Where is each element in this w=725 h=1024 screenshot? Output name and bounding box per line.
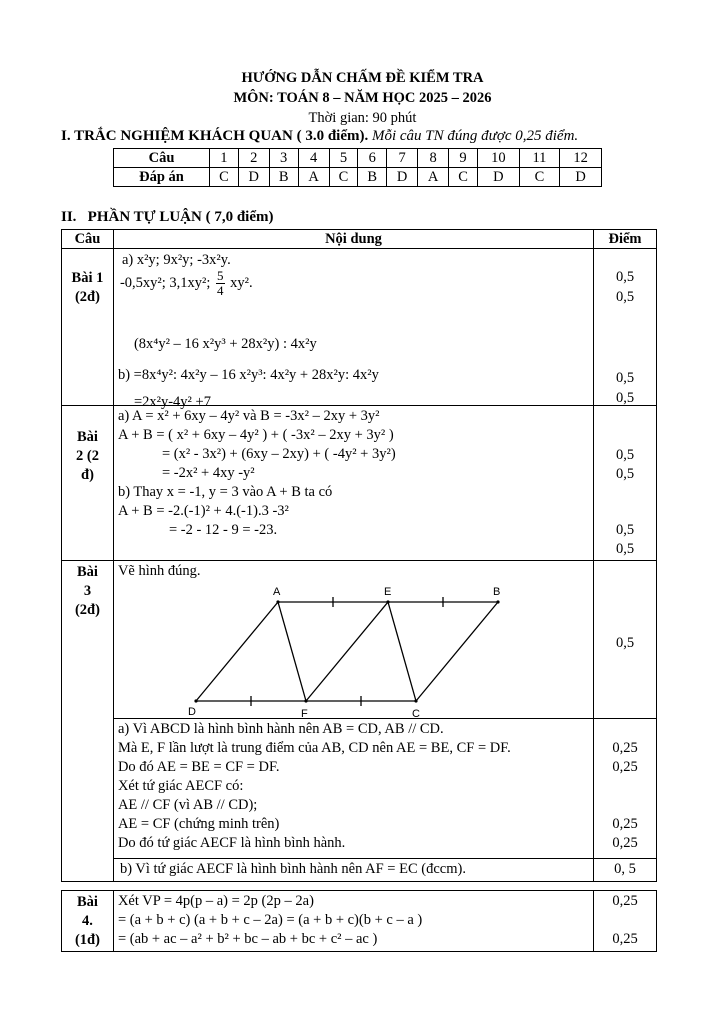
point-b xyxy=(496,600,499,603)
answer-letter: B xyxy=(358,168,387,187)
bai3-a-line: Mà E, F lần lượt là trung điểm của AB, CD nên AE = BE, CF = DF. xyxy=(117,740,511,756)
answer-letter: D xyxy=(387,168,418,187)
answer-letter: D xyxy=(238,168,269,187)
question-number: 2 xyxy=(238,149,269,168)
answer-key-row-answers xyxy=(114,168,602,187)
label-e: E xyxy=(383,586,392,598)
bai2-points xyxy=(594,406,657,561)
bai2-line: = (x² - 3x²) + (6xy – 2xy) + ( -4y² + 3y²) xyxy=(161,446,396,462)
bai3-b-content xyxy=(113,859,593,882)
segment-bc xyxy=(416,602,498,701)
point-d xyxy=(194,699,197,702)
answer-letter: B xyxy=(269,168,298,187)
column-header-noi-dung: Nội dung xyxy=(113,230,593,249)
points-value: 0,25 xyxy=(612,893,638,909)
bai3-b-line: b) Vì tứ giác AECF là hình bình hành nên AF = EC (đccm). xyxy=(119,861,466,877)
points-value: 0,5 xyxy=(615,541,635,557)
bai3-label xyxy=(62,561,114,882)
points-value: 0,25 xyxy=(612,931,638,947)
bai1-content xyxy=(113,249,593,410)
table-header-row xyxy=(62,230,657,249)
spacer-cell xyxy=(62,882,657,891)
bai1-a-line2 xyxy=(120,269,253,298)
bai2-line: A + B = -2.(-1)² + 4.(-1).3 -3² xyxy=(117,503,289,519)
fraction-denominator: 4 xyxy=(217,283,224,298)
point-f xyxy=(304,699,307,702)
answer-letter: D xyxy=(560,168,602,187)
section1-heading-bold: I. TRẮC NGHIỆM KHÁCH QUAN ( 3.0 điểm). xyxy=(61,128,369,144)
answer-key-row-label: Đáp án xyxy=(114,168,210,187)
bai3-label-line: (2đ) xyxy=(74,602,100,618)
bai2-label-line: đ) xyxy=(81,467,94,483)
bai2-line: A + B = ( x² + 6xy – 4y² ) + ( -3x² – 2xy + 3y² ) xyxy=(117,427,394,443)
points-value: 0,5 xyxy=(615,635,635,651)
question-number: 11 xyxy=(519,149,559,168)
bai4-label-line: Bài xyxy=(76,894,98,910)
bai2-label-line: Bài xyxy=(76,429,98,445)
label-a: A xyxy=(272,586,281,598)
points-value: 0,25 xyxy=(612,740,638,756)
bai1-label xyxy=(62,249,114,406)
answer-key-row-questions xyxy=(114,149,602,168)
answer-letter: C xyxy=(210,168,239,187)
fraction-five-fourths xyxy=(216,269,225,298)
title-line-1: HƯỚNG DẪN CHẤM ĐỀ KIỂM TRA xyxy=(241,70,484,86)
question-number: 12 xyxy=(560,149,602,168)
bai2-line: b) Thay x = -1, y = 3 vào A + B ta có xyxy=(117,484,333,500)
bai3-a-content xyxy=(113,719,593,859)
section1-heading xyxy=(61,128,578,145)
points-value: 0,5 xyxy=(615,269,635,285)
bai3-a-points xyxy=(594,719,657,859)
answer-letter: C xyxy=(449,168,478,187)
question-number: 6 xyxy=(358,149,387,168)
bai2-row xyxy=(62,406,657,561)
bai3-row-drawing xyxy=(62,561,657,719)
bai2-line: a) A = x² + 6xy – 4y² và B = -3x² – 2xy + 3y² xyxy=(117,408,380,424)
answer-key-table xyxy=(113,148,602,187)
label-c: C xyxy=(411,708,420,718)
question-number: 8 xyxy=(418,149,449,168)
bai3-a-line: AE = CF (chứng minh trên) xyxy=(117,816,280,832)
bai1-b-line2: b) =8x⁴y²: 4x²y – 16 x²y³: 4x²y + 28x²y: 4x²y xyxy=(117,367,379,383)
bai2-line: = -2x² + 4xy -y² xyxy=(161,465,255,481)
points-value: 0,25 xyxy=(612,816,638,832)
bai4-row xyxy=(62,891,657,952)
bai1-label-line: (2đ) xyxy=(74,289,100,305)
question-number: 9 xyxy=(449,149,478,168)
bai4-label xyxy=(62,891,114,952)
bai2-line: = -2 - 12 - 9 = -23. xyxy=(168,522,278,538)
bai1-points xyxy=(594,249,657,406)
exam-time: Thời gian: 90 phút xyxy=(308,110,417,126)
bai1-a-line2-post: xy². xyxy=(230,274,253,291)
answer-letter: C xyxy=(329,168,358,187)
bai4-content xyxy=(113,891,593,952)
points-value: 0,5 xyxy=(615,447,635,463)
question-number: 10 xyxy=(477,149,519,168)
bai4-label-line: 4. xyxy=(82,913,93,929)
label-d: D xyxy=(187,706,196,718)
bai3-label-line: Bài xyxy=(76,564,98,580)
answer-key-row-label: Câu xyxy=(114,149,210,168)
bai4-label-line: (1đ) xyxy=(74,932,100,948)
points-value: 0,25 xyxy=(612,835,638,851)
bai1-b-line3: =2x²y-4y² +7 xyxy=(133,394,211,410)
bai3-label-line: 3 xyxy=(83,583,92,599)
answer-letter: C xyxy=(519,168,559,187)
bai1-row xyxy=(62,249,657,406)
bai4-line: = (a + b + c) (a + b + c – 2a) = (a + b + c)(b + c – a ) xyxy=(117,912,423,928)
points-value: 0,5 xyxy=(615,370,635,386)
bai3-drawing-cell xyxy=(113,561,593,719)
question-number: 5 xyxy=(329,149,358,168)
bai2-label-line: 2 (2 xyxy=(75,448,99,464)
label-f: F xyxy=(300,708,308,718)
segment-ef xyxy=(306,602,388,701)
points-value: 0,25 xyxy=(612,759,638,775)
points-value: 0,5 xyxy=(615,466,635,482)
points-value: 0,5 xyxy=(615,522,635,538)
section2-heading: II. PHẦN TỰ LUẬN ( 7,0 điểm) xyxy=(61,209,274,225)
bai4-points xyxy=(594,891,657,952)
bai3-a-line: AE // CF (vì AB // CD); xyxy=(117,797,258,813)
bai3-b-points xyxy=(594,859,657,882)
segment-ec xyxy=(388,602,416,701)
segment-ad xyxy=(196,602,278,701)
title-line-2: MÔN: TOÁN 8 – NĂM HỌC 2025 – 2026 xyxy=(233,90,492,106)
points-value: 0,5 xyxy=(615,289,635,305)
question-number: 4 xyxy=(298,149,329,168)
question-number: 7 xyxy=(387,149,418,168)
bai3-row-part-a xyxy=(62,719,657,859)
bai3-a-line: a) Vì ABCD là hình bình hành nên AB = CD, AB // CD. xyxy=(117,721,444,737)
bai4-line: = (ab + ac – a² + b² + bc – ab + bc + c² – ac ) xyxy=(117,931,378,947)
bai1-b-line1: (8x⁴y² – 16 x²y³ + 28x²y) : 4x²y xyxy=(133,336,317,352)
question-number: 3 xyxy=(269,149,298,168)
points-value: 0,5 xyxy=(615,390,635,406)
question-number: 1 xyxy=(210,149,239,168)
bai3-a-line: Do đó AE = BE = CF = DF. xyxy=(117,759,280,775)
bai1-a-line1: a) x²y; 9x²y; -3x²y. xyxy=(121,252,231,268)
bai3-a-line: Do đó tứ giác AECF là hình bình hành. xyxy=(117,835,346,851)
bai3-draw-line: Vẽ hình đúng. xyxy=(117,563,201,579)
bai3-draw-points xyxy=(594,561,657,719)
spacer-row xyxy=(62,882,657,891)
column-header-cau: Câu xyxy=(62,230,114,249)
points-value: 0, 5 xyxy=(614,861,636,877)
point-a xyxy=(276,600,279,603)
essay-grading-table xyxy=(61,229,657,952)
bai3-a-line: Xét tứ giác AECF có: xyxy=(117,778,244,794)
section1-heading-italic: Mỗi câu TN đúng được 0,25 điểm. xyxy=(368,128,579,144)
point-c xyxy=(414,699,417,702)
bai2-label xyxy=(62,406,114,561)
fraction-numerator: 5 xyxy=(217,268,224,283)
segment-af xyxy=(278,602,306,701)
bai1-label-line: Bài 1 xyxy=(71,270,104,286)
parallelogram-figure xyxy=(114,561,595,718)
bai4-line: Xét VP = 4p(p – a) = 2p (2p – 2a) xyxy=(117,893,314,909)
answer-letter: D xyxy=(477,168,519,187)
point-e xyxy=(386,600,389,603)
label-b: B xyxy=(492,586,501,598)
bai1-a-line2-pre: -0,5xy²; 3,1xy²; xyxy=(119,274,211,291)
column-header-diem: Điểm xyxy=(594,230,657,249)
bai2-content xyxy=(113,406,593,561)
bai3-row-part-b xyxy=(62,859,657,882)
answer-letter: A xyxy=(298,168,329,187)
answer-letter: A xyxy=(418,168,449,187)
